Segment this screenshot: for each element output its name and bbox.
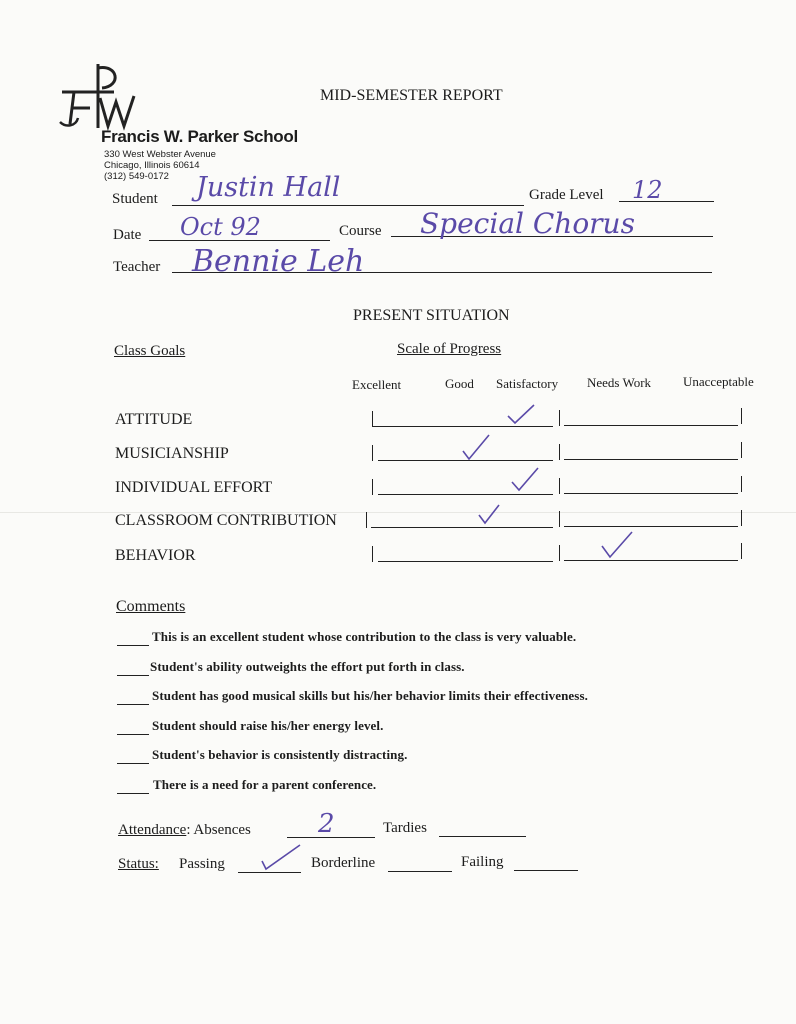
comment-option: Student has good musical skills but his/her behavior limits their effectiveness. — [152, 688, 588, 703]
course-value: Special Chorus — [420, 207, 635, 240]
passing-line — [238, 872, 301, 873]
failing-label: Failing — [461, 854, 504, 870]
goal-label: ATTITUDE — [115, 411, 193, 428]
school-phone: (312) 549-0172 — [104, 171, 169, 182]
scale-of-progress-heading: Scale of Progress — [397, 341, 502, 357]
tardies-label: Tardies — [383, 820, 427, 836]
school-address: 330 West Webster Avenue — [104, 149, 216, 160]
attendance-row: Attendance: Absences — [118, 822, 251, 838]
comment-option: Student's behavior is consistently distracting. — [152, 747, 408, 762]
goal-label: BEHAVIOR — [115, 547, 196, 564]
status-label: Status: — [118, 856, 159, 872]
check-mark-icon — [510, 466, 540, 494]
page-title: MID-SEMESTER REPORT — [320, 87, 503, 104]
comment-option: This is an excellent student whose contribution to the class is very valuable. — [152, 629, 577, 644]
absences-label: Absences — [193, 822, 251, 838]
goal-label: INDIVIDUAL EFFORT — [115, 479, 273, 496]
scale-header-excellent: Excellent — [352, 377, 402, 392]
teacher-label: Teacher — [113, 259, 161, 275]
scale-header-unacceptable: Unacceptable — [683, 374, 754, 389]
date-label: Date — [113, 227, 142, 243]
school-city: Chicago, Illinois 60614 — [104, 160, 200, 171]
borderline-label: Borderline — [311, 855, 376, 871]
passing-label: Passing — [179, 856, 225, 872]
goal-label: MUSICIANSHIP — [115, 445, 229, 462]
scale-header-needs-work: Needs Work — [587, 375, 652, 390]
borderline-line — [388, 871, 452, 872]
comment-option: There is a need for a parent conference. — [153, 777, 377, 792]
student-label: Student — [112, 191, 158, 207]
comment-option: Student should raise his/her energy level. — [152, 718, 384, 733]
class-goals-heading: Class Goals — [114, 343, 186, 359]
date-value: Oct 92 — [180, 213, 261, 241]
grade-value: 12 — [632, 176, 663, 204]
check-mark-icon — [258, 843, 302, 871]
present-situation-heading: PRESENT SITUATION — [353, 307, 510, 324]
check-mark-icon — [477, 503, 501, 525]
school-logo-monogram — [56, 62, 138, 132]
scale-header-good: Good — [445, 376, 474, 391]
check-mark-icon — [600, 530, 634, 560]
grade-label: Grade Level — [529, 187, 604, 203]
check-mark-icon — [506, 403, 536, 425]
school-name: Francis W. Parker School — [101, 127, 298, 146]
course-label: Course — [339, 223, 382, 239]
student-value: Justin Hall — [196, 172, 341, 203]
student-line — [172, 205, 524, 206]
attendance-label: Attendance — [118, 822, 187, 838]
failing-line — [514, 870, 578, 871]
goal-label: CLASSROOM CONTRIBUTION — [115, 512, 337, 529]
comments-heading: Comments — [116, 598, 186, 615]
absences-value: 2 — [318, 809, 335, 839]
tardies-line — [439, 836, 526, 837]
teacher-value: Bennie Leh — [192, 244, 365, 279]
check-mark-icon — [461, 433, 491, 463]
scale-header-satisfactory: Satisfactory — [496, 376, 559, 391]
comment-option: Student's ability outweights the effort put forth in class. — [150, 659, 465, 674]
